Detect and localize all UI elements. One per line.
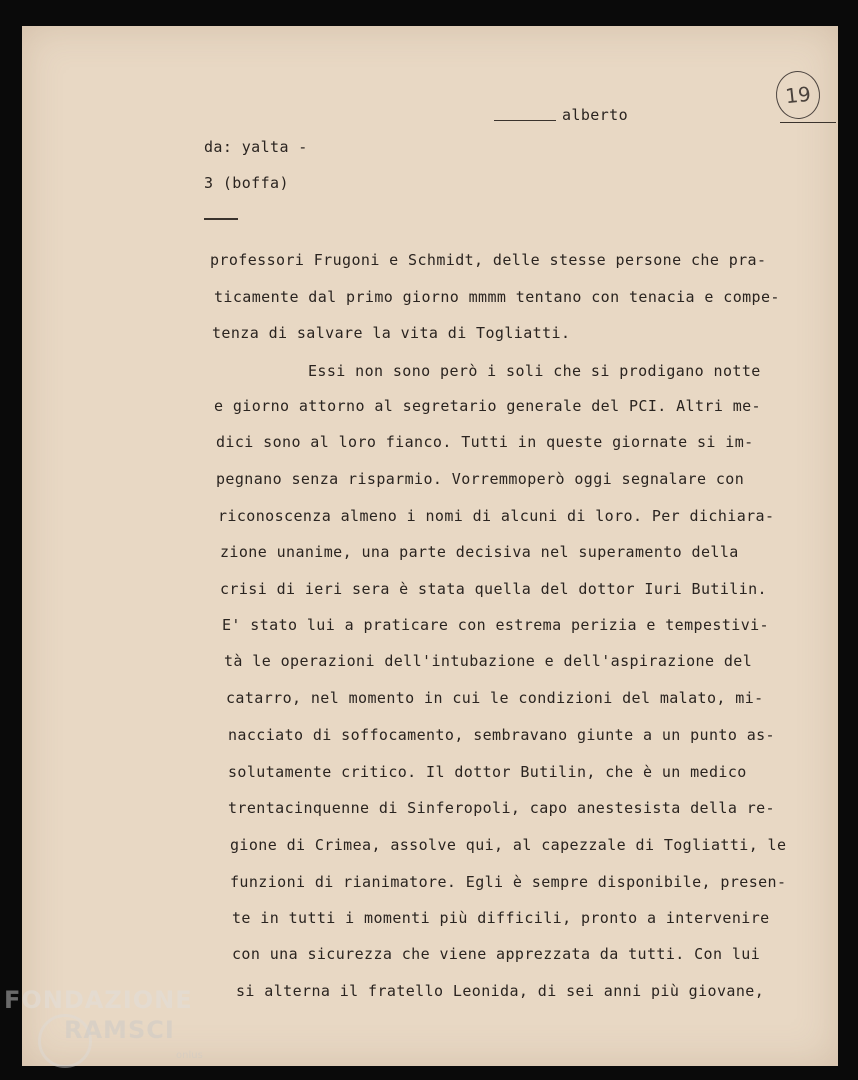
text-line: catarro, nel momento in cui le condizioni del malato, mi-	[226, 689, 764, 707]
header-ref: 3 (boffa)	[204, 174, 289, 192]
text-line: riconoscenza almeno i nomi di alcuni di loro. Per dichiara-	[218, 507, 775, 525]
text-line: solutamente critico. Il dottor Butilin, che è un medico	[228, 763, 747, 781]
header-from: da: yalta -	[204, 138, 308, 156]
text-line: trentacinquenne di Sinferopoli, capo anestesista della re-	[228, 799, 775, 817]
watermark-line2: RAMSCI	[64, 1016, 175, 1044]
text-line: dici sono al loro fianco. Tutti in queste giornate si im-	[216, 433, 754, 451]
text-line: e giorno attorno al segretario generale del PCI. Altri me-	[214, 397, 761, 415]
watermark-line1: FONDAZIONE	[4, 986, 193, 1014]
text-line: si alterna il fratello Leonida, di sei anni più giovane,	[236, 982, 765, 1000]
header-rule-right	[780, 122, 836, 123]
text-line: con una sicurezza che viene apprezzata da tutti. Con lui	[232, 945, 761, 963]
text-line: zione unanime, una parte decisiva nel superamento della	[220, 543, 739, 561]
text-line: crisi di ieri sera è stata quella del dottor Iuri Butilin.	[220, 580, 767, 598]
text-line: E' stato lui a praticare con estrema perizia e tempestivi-	[222, 616, 769, 634]
document-page	[22, 26, 838, 1066]
text-line: tà le operazioni dell'intubazione e dell'aspirazione del	[224, 652, 753, 670]
header-rule-left	[494, 120, 556, 121]
page-number: 19	[774, 69, 823, 121]
text-line: te in tutti i momenti più difficili, pronto a intervenire	[232, 909, 770, 927]
text-line: gione di Crimea, assolve qui, al capezzale di Togliatti, le	[230, 836, 787, 854]
text-line: funzioni di rianimatore. Egli è sempre disponibile, presen-	[230, 873, 787, 891]
text-line: nacciato di soffocamento, sembravano giunte a un punto as-	[228, 726, 775, 744]
text-line: Essi non sono però i soli che si prodigano notte	[308, 362, 761, 380]
section-rule	[204, 218, 238, 220]
text-line: tenza di salvare la vita di Togliatti.	[212, 324, 571, 342]
text-line: ticamente dal primo giorno mmmm tentano con tenacia e compe-	[214, 288, 780, 306]
watermark-logo	[4, 986, 224, 1076]
text-line: professori Frugoni e Schmidt, delle stesse persone che pra-	[210, 251, 767, 269]
watermark-sub: onlus	[176, 1050, 203, 1061]
header-name: alberto	[562, 106, 629, 124]
text-line: pegnano senza risparmio. Vorremmoperò oggi segnalare con	[216, 470, 745, 488]
